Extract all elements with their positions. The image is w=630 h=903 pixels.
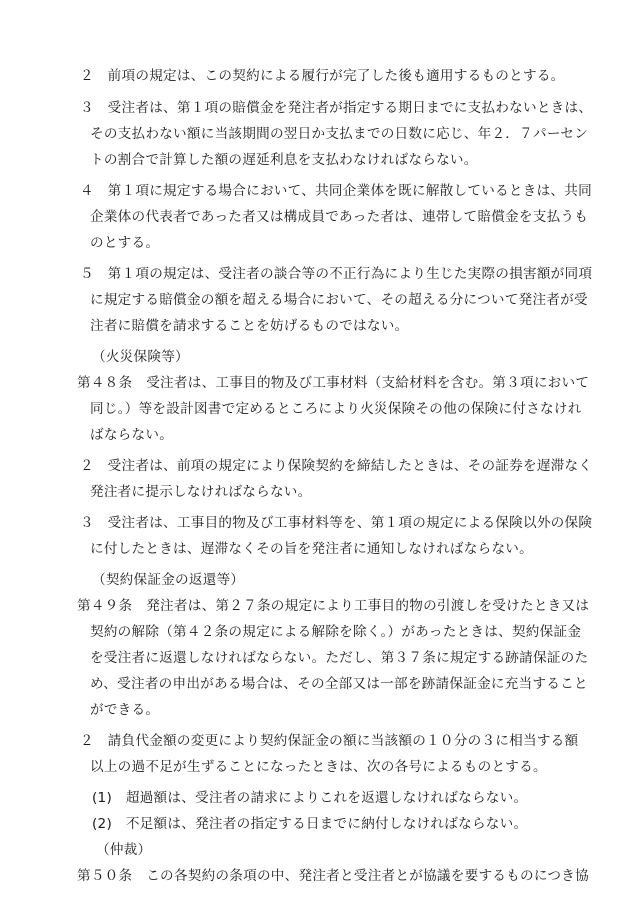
article-48-para-2-line-1: ２ 受注者は、前項の規定により保険契約を締結したときは、その証券を遅滞なく bbox=[80, 458, 593, 474]
heading-fire-insurance: （火災保険等） bbox=[92, 349, 189, 365]
article-48-para-3-line-1: ３ 受注者は、工事目的物及び工事材料等を、第１項の規定による保険以外の保険 bbox=[80, 515, 593, 531]
article-49-item-2: (2) 不足額は、発注者の指定する日までに納付しなければならない。 bbox=[92, 816, 528, 832]
article-47-para-5-line-3: 注者に賠償を請求することを妨げるものではない。 bbox=[90, 318, 409, 334]
article-48-line-2: 同じ。）等を設計図書で定めるところにより火災保険その他の保険に付さなけれ bbox=[90, 401, 582, 417]
article-48-line-3: ばならない。 bbox=[90, 427, 174, 443]
article-49-para-2-line-2: 以上の過不足が生ずることになったときは、次の各号によるものとする。 bbox=[90, 759, 547, 775]
heading-arbitration: （仲裁） bbox=[96, 842, 152, 858]
article-49-line-3: を受注者に返還しなければならない。ただし、第３７条に規定する跡請保証のた bbox=[90, 650, 589, 666]
article-49-line-5: ができる。 bbox=[90, 702, 160, 718]
article-47-para-4-line-1: ４ 第１項に規定する場合において、共同企業体を既に解散しているときは、共同 bbox=[80, 183, 592, 199]
article-50-line-1: 第５０条 この各契約の条項の中、発注者と受注者とが協議を要するものにつき協 bbox=[77, 868, 589, 884]
article-47-para-4-line-3: のとする。 bbox=[90, 235, 160, 251]
article-49-line-4: め、受注者の申出がある場合は、その全部又は一部を跡請保証金に充当すること bbox=[90, 676, 588, 692]
article-47-para-3-line-1: ３ 受注者は、第１項の賠償金を発注者が指定する期日までに支払わないときは、 bbox=[80, 100, 593, 116]
article-48-para-2-line-2: 発注者に提示しなければならない。 bbox=[90, 484, 312, 500]
article-49-line-1: 第４９条 発注者は、第２７条の規定により工事目的物の引渡しを受けたとき又は bbox=[77, 598, 590, 614]
article-47-para-5-line-1: ５ 第１項の規定は、受注者の談合等の不正行為により生じた実際の損害額が同項 bbox=[80, 266, 593, 282]
article-48-line-1: 第４８条 受注者は、工事目的物及び工事材料（支給材料を含む。第３項において bbox=[77, 375, 590, 391]
article-48-para-3-line-2: に付したときは、遅滞なくその旨を発注者に通知しなければならない。 bbox=[90, 541, 533, 557]
article-49-item-1: (1) 超過額は、受注者の請求によりこれを返還しなければならない。 bbox=[92, 790, 528, 806]
heading-deposit-return: （契約保証金の返還等） bbox=[92, 572, 245, 588]
article-47-para-4-line-2: 企業体の代表者であった者又は構成員であった者は、連帯して賠償金を支払うも bbox=[90, 209, 589, 225]
article-47-para-3-line-2: その支払わない額に当該期間の翌日か支払までの日数に応じ、年２．７パーセン bbox=[90, 126, 589, 142]
article-47-para-3-line-3: トの割合で計算した額の遅延利息を支払わなければならない。 bbox=[90, 152, 478, 168]
article-49-line-2: 契約の解除（第４２条の規定による解除を除く。）があったときは、契約保証金 bbox=[90, 624, 582, 640]
article-47-para-2-line-1: ２ 前項の規定は、この契約による履行が完了した後も適用するものとする。 bbox=[80, 68, 565, 84]
article-49-para-2-line-1: ２ 請負代金額の変更により契約保証金の額に当該額の１０分の３に相当する額 bbox=[80, 733, 579, 749]
article-47-para-5-line-2: に規定する賠償金の額を超える場合において、その超える分について発注者が受 bbox=[90, 292, 588, 308]
